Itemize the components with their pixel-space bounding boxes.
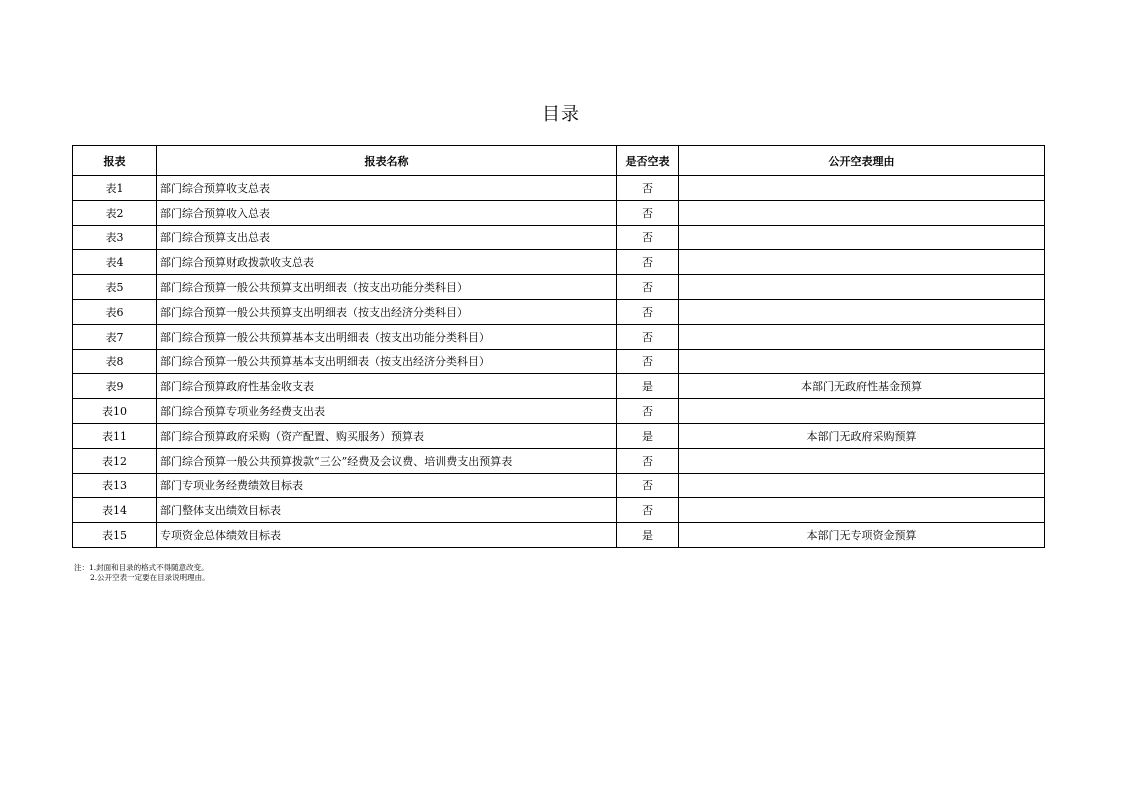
is-empty-cell: 否	[617, 250, 679, 275]
report-name-cell: 部门综合预算收入总表	[157, 200, 617, 225]
report-name-cell: 部门综合预算一般公共预算基本支出明细表（按支出功能分类科目）	[157, 324, 617, 349]
table-row	[73, 399, 1045, 424]
report-no-cell: 表12	[73, 448, 157, 473]
report-no-cell: 表15	[73, 523, 157, 548]
header-is-empty: 是否空表	[617, 146, 679, 176]
table-row	[73, 225, 1045, 250]
report-name-cell: 部门综合预算政府性基金收支表	[157, 374, 617, 399]
table-row	[73, 299, 1045, 324]
report-name-cell: 部门综合预算支出总表	[157, 225, 617, 250]
toc-table	[72, 145, 1045, 548]
empty-reason-cell	[679, 225, 1045, 250]
report-no-cell: 表8	[73, 349, 157, 374]
empty-reason-cell	[679, 498, 1045, 523]
empty-reason-cell: 本部门无政府采购预算	[679, 423, 1045, 448]
table-header-row	[73, 146, 1045, 176]
is-empty-cell: 否	[617, 349, 679, 374]
report-no-cell: 表2	[73, 200, 157, 225]
page-title: 目录	[542, 104, 580, 125]
is-empty-cell: 否	[617, 225, 679, 250]
header-report-name: 报表名称	[157, 146, 617, 176]
empty-reason-cell	[679, 299, 1045, 324]
report-no-cell: 表14	[73, 498, 157, 523]
report-no-cell: 表4	[73, 250, 157, 275]
is-empty-cell: 是	[617, 523, 679, 548]
report-no-cell: 表9	[73, 374, 157, 399]
is-empty-cell: 否	[617, 299, 679, 324]
is-empty-cell: 否	[617, 324, 679, 349]
report-name-cell: 部门整体支出绩效目标表	[157, 498, 617, 523]
report-no-cell: 表10	[73, 399, 157, 424]
empty-reason-cell	[679, 200, 1045, 225]
is-empty-cell: 否	[617, 176, 679, 201]
empty-reason-cell	[679, 349, 1045, 374]
report-no-cell: 表11	[73, 423, 157, 448]
table-row	[73, 523, 1045, 548]
table-row	[73, 448, 1045, 473]
table-row	[73, 374, 1045, 399]
table-row	[73, 324, 1045, 349]
table-row	[73, 200, 1045, 225]
footnote-2: 2.公开空表一定要在目录说明理由。	[90, 573, 210, 582]
footnote-1: 注：1.封面和目录的格式不得随意改变。	[74, 563, 209, 572]
empty-reason-cell	[679, 399, 1045, 424]
empty-reason-cell	[679, 473, 1045, 498]
is-empty-cell: 否	[617, 399, 679, 424]
report-no-cell: 表13	[73, 473, 157, 498]
header-empty-reason: 公开空表理由	[679, 146, 1045, 176]
empty-reason-cell	[679, 448, 1045, 473]
footnotes	[74, 563, 210, 583]
empty-reason-cell: 本部门无政府性基金预算	[679, 374, 1045, 399]
report-no-cell: 表1	[73, 176, 157, 201]
is-empty-cell: 否	[617, 200, 679, 225]
table-row	[73, 250, 1045, 275]
table-row	[73, 498, 1045, 523]
report-name-cell: 部门综合预算一般公共预算支出明细表（按支出功能分类科目）	[157, 275, 617, 300]
is-empty-cell: 否	[617, 275, 679, 300]
is-empty-cell: 否	[617, 498, 679, 523]
table-row	[73, 349, 1045, 374]
report-no-cell: 表3	[73, 225, 157, 250]
is-empty-cell: 是	[617, 423, 679, 448]
empty-reason-cell	[679, 275, 1045, 300]
report-no-cell: 表7	[73, 324, 157, 349]
table-row	[73, 176, 1045, 201]
report-name-cell: 部门专项业务经费绩效目标表	[157, 473, 617, 498]
table-body	[73, 176, 1045, 548]
table-row	[73, 473, 1045, 498]
is-empty-cell: 是	[617, 374, 679, 399]
report-name-cell: 部门综合预算一般公共预算基本支出明细表（按支出经济分类科目）	[157, 349, 617, 374]
empty-reason-cell	[679, 324, 1045, 349]
report-name-cell: 部门综合预算一般公共预算拨款“三公”经费及会议费、培训费支出预算表	[157, 448, 617, 473]
report-no-cell: 表5	[73, 275, 157, 300]
report-name-cell: 专项资金总体绩效目标表	[157, 523, 617, 548]
table-row	[73, 423, 1045, 448]
empty-reason-cell: 本部门无专项资金预算	[679, 523, 1045, 548]
is-empty-cell: 否	[617, 473, 679, 498]
report-no-cell: 表6	[73, 299, 157, 324]
empty-reason-cell	[679, 176, 1045, 201]
header-report-no: 报表	[73, 146, 157, 176]
report-name-cell: 部门综合预算一般公共预算支出明细表（按支出经济分类科目）	[157, 299, 617, 324]
table-row	[73, 275, 1045, 300]
is-empty-cell: 否	[617, 448, 679, 473]
report-name-cell: 部门综合预算政府采购（资产配置、购买服务）预算表	[157, 423, 617, 448]
empty-reason-cell	[679, 250, 1045, 275]
report-name-cell: 部门综合预算收支总表	[157, 176, 617, 201]
report-name-cell: 部门综合预算财政拨款收支总表	[157, 250, 617, 275]
report-name-cell: 部门综合预算专项业务经费支出表	[157, 399, 617, 424]
